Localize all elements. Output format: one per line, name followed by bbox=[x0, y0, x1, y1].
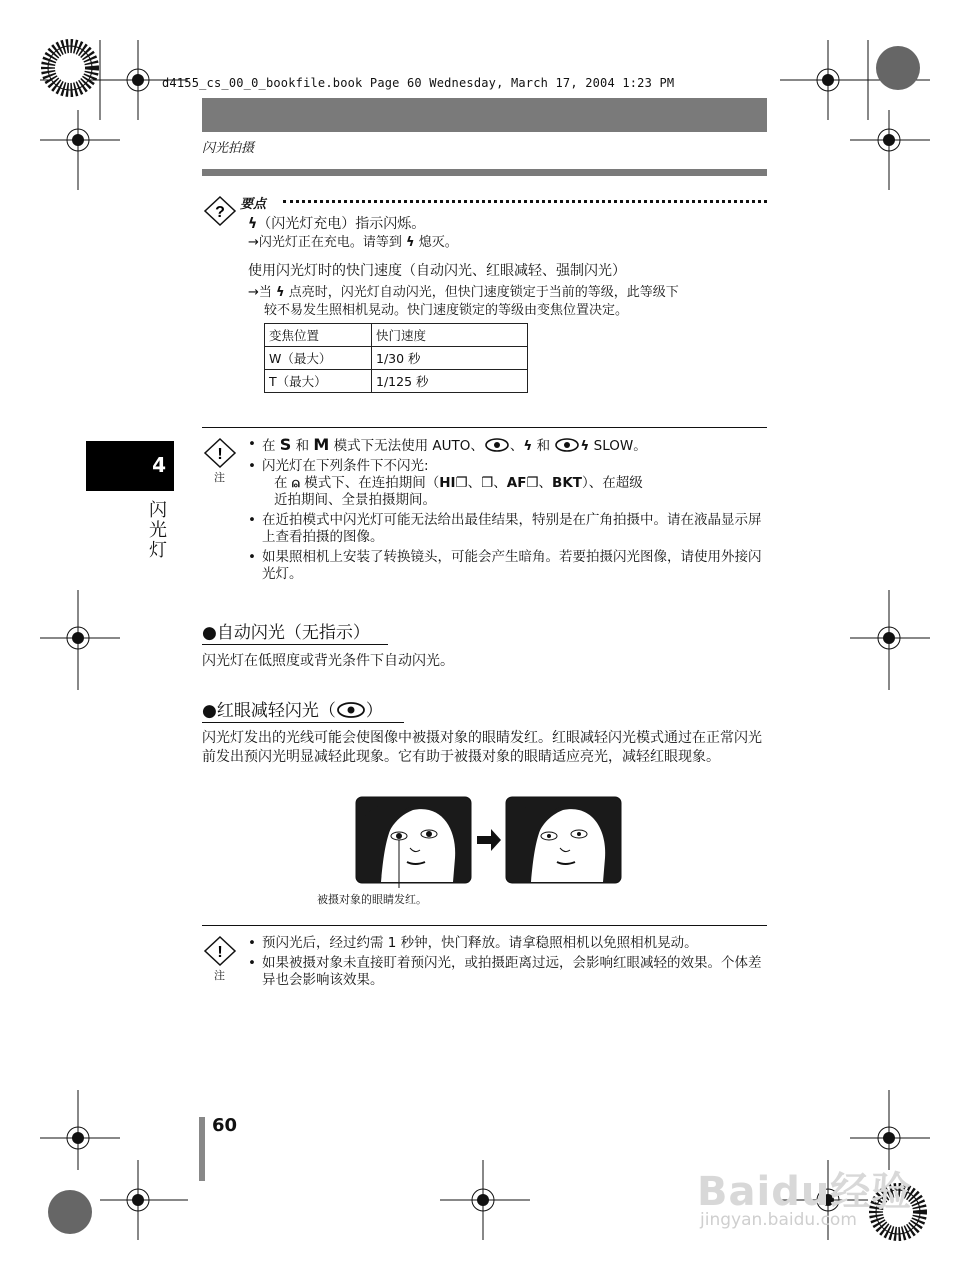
section-title: 闪光拍摄 bbox=[202, 141, 255, 156]
svg-text:?: ? bbox=[215, 204, 225, 221]
note1-b1-and: 和 bbox=[295, 438, 310, 454]
table-cell: 1/30 秒 bbox=[372, 347, 528, 370]
note1-b2-sep3: 、 bbox=[538, 475, 553, 491]
red-eye-illustration bbox=[355, 796, 623, 888]
table-cell: T（最大） bbox=[265, 370, 372, 393]
sequential-af-label: AF bbox=[506, 475, 527, 491]
table-header-row bbox=[265, 324, 528, 347]
tips-heading: 要点 bbox=[240, 197, 267, 212]
flash-icon: ϟ bbox=[580, 438, 590, 454]
list-item: • 如果照相机上安装了转换镜头，可能会产生暗角。若要拍摄闪光图像，请使用外接闪光灯。 bbox=[248, 549, 768, 583]
arrow-right-icon bbox=[477, 829, 501, 851]
table-row bbox=[265, 370, 528, 393]
flash-icon: ϟ bbox=[406, 235, 415, 250]
tips-item2-line2: 较不易发生照相机晃动。快门速度锁定的等级由变焦位置决定。 bbox=[264, 303, 629, 318]
page-number-bar bbox=[199, 1117, 205, 1181]
tips-item2-line1-b: 点亮时，闪光灯自动闪光，但快门速度锁定于当前的等级，此等级下 bbox=[288, 285, 679, 300]
svg-text:!: ! bbox=[217, 446, 223, 463]
tips-item2-line1 bbox=[248, 284, 679, 301]
note1-b2-l1-c: ）、在超级 bbox=[582, 475, 643, 491]
portrait-after-image bbox=[506, 797, 621, 883]
auto-flash-heading: ●自动闪光（无指示） bbox=[202, 623, 370, 643]
tips-icon bbox=[203, 195, 237, 227]
note1-b1-b: 模式下无法使用 AUTO、 bbox=[333, 438, 484, 454]
note1-b1-a: 在 bbox=[262, 438, 276, 454]
note1-label: 注 bbox=[214, 471, 225, 484]
header-rule bbox=[202, 169, 767, 176]
mode-s-label: S bbox=[279, 435, 292, 454]
note2-list bbox=[248, 935, 768, 992]
table-header-cell: 变焦位置 bbox=[265, 324, 372, 347]
bkt-label: BKT bbox=[552, 475, 582, 491]
red-eye-heading bbox=[202, 700, 383, 722]
tips-dotted-rule bbox=[283, 200, 767, 203]
red-eye-body: 闪光灯发出的光线可能会使图像中被摄对象的眼睛发红。红眼减轻闪光模式通过在正常闪光前发出预闪光明显减轻此现象。它有助于被摄对象的眼睛适应亮光，减轻红眼现象。 bbox=[202, 730, 762, 765]
chapter-label: 闪光灯 bbox=[146, 500, 167, 560]
sequential-icon: ❐ bbox=[455, 475, 468, 491]
note1-list bbox=[248, 436, 768, 586]
note1-b2-sep1: 、 bbox=[467, 475, 482, 491]
flash-icon: ϟ bbox=[276, 285, 285, 300]
note1-b1-c: 、 bbox=[509, 438, 524, 454]
note1-b2-line1 bbox=[262, 475, 768, 492]
watermark-url: jingyan.baidu.com bbox=[700, 1210, 857, 1230]
tips-item2-title: 使用闪光灯时的快门速度（自动闪光、红眼减轻、强制闪光） bbox=[248, 263, 626, 279]
table-cell: 1/125 秒 bbox=[372, 370, 528, 393]
caution-icon bbox=[203, 437, 237, 469]
note2-label: 注 bbox=[214, 969, 225, 982]
svg-text:!: ! bbox=[217, 944, 223, 961]
flash-icon: ϟ bbox=[523, 438, 533, 454]
red-eye-icon bbox=[336, 702, 366, 718]
sequential-icon: ❐ bbox=[526, 475, 539, 491]
header-bar bbox=[202, 98, 767, 132]
chapter-tab bbox=[86, 441, 174, 491]
note1-b2-title: 闪光灯在下列条件下不闪光: bbox=[262, 458, 429, 474]
mode-m-label: M bbox=[313, 435, 330, 454]
note1-b1-e: SLOW。 bbox=[593, 438, 647, 454]
flash-icon: ϟ bbox=[248, 216, 258, 232]
red-eye-icon bbox=[554, 438, 580, 452]
page-number: 60 bbox=[212, 1115, 238, 1136]
tips-item1-line-a: →闪光灯正在充电。请等到 bbox=[248, 235, 402, 250]
tips-item1-line-b: 熄灭。 bbox=[418, 235, 458, 250]
table-cell: W（最大） bbox=[265, 347, 372, 370]
note1-b2-sep2: 、 bbox=[493, 475, 507, 491]
red-eye-icon bbox=[484, 438, 510, 452]
sequential-hi-label: HI bbox=[439, 475, 456, 491]
file-info: d4155_cs_00_0_bookfile.book Page 60 Wednesday, March 17, 2004 1:23 PM bbox=[162, 76, 675, 90]
red-eye-heading-b: ） bbox=[365, 701, 383, 721]
list-item: • 在近拍模式中闪光灯可能无法给出最佳结果，特别是在广角拍摄中。请在液晶显示屏上查看拍摄的图像。 bbox=[248, 512, 768, 546]
note1-rule bbox=[202, 427, 767, 428]
watermark-brand: Baidu经验 bbox=[697, 1169, 913, 1215]
movie-icon: ⍝ bbox=[291, 475, 300, 491]
portrait-before-image bbox=[356, 797, 471, 883]
caution-icon bbox=[203, 935, 237, 967]
red-eye-heading-a: ●红眼减轻闪光（ bbox=[202, 701, 336, 721]
auto-flash-underline bbox=[202, 644, 388, 645]
tips-item1-title bbox=[248, 215, 425, 233]
note2-rule bbox=[202, 925, 767, 926]
note1-b2-line2: 近拍期间、全景拍摄期间。 bbox=[274, 492, 436, 508]
red-eye-underline bbox=[202, 722, 404, 723]
note1-b1-d: 和 bbox=[536, 438, 551, 454]
tips-item2-line1-a: →当 bbox=[248, 285, 272, 300]
list-item bbox=[248, 458, 768, 509]
list-item: • 如果被摄对象未直接盯着预闪光，或拍摄距离过远，会影响红眼减轻的效果。个体差异也会影响该效果。 bbox=[248, 955, 768, 989]
list-item: • 预闪光后，经过约需 1 秒钟，快门释放。请拿稳照相机以免照相机晃动。 bbox=[248, 935, 768, 952]
note1-b2-l1-a: 在 bbox=[274, 475, 288, 491]
note1-b2-l1-b: 模式下、在连拍期间（ bbox=[304, 475, 440, 491]
table-header-cell: 快门速度 bbox=[372, 324, 528, 347]
illustration-caption: 被摄对象的眼睛发红。 bbox=[317, 893, 427, 906]
auto-flash-body: 闪光灯在低照度或背光条件下自动闪光。 bbox=[202, 653, 454, 669]
table-row bbox=[265, 347, 528, 370]
sequential-icon: ❐ bbox=[481, 475, 494, 491]
tips-item1-line bbox=[248, 234, 458, 251]
tips-item1-title-text: （闪光灯充电）指示闪烁。 bbox=[257, 216, 426, 232]
chapter-number: 4 bbox=[152, 453, 166, 477]
shutter-speed-table bbox=[264, 323, 528, 393]
list-item bbox=[248, 436, 768, 455]
